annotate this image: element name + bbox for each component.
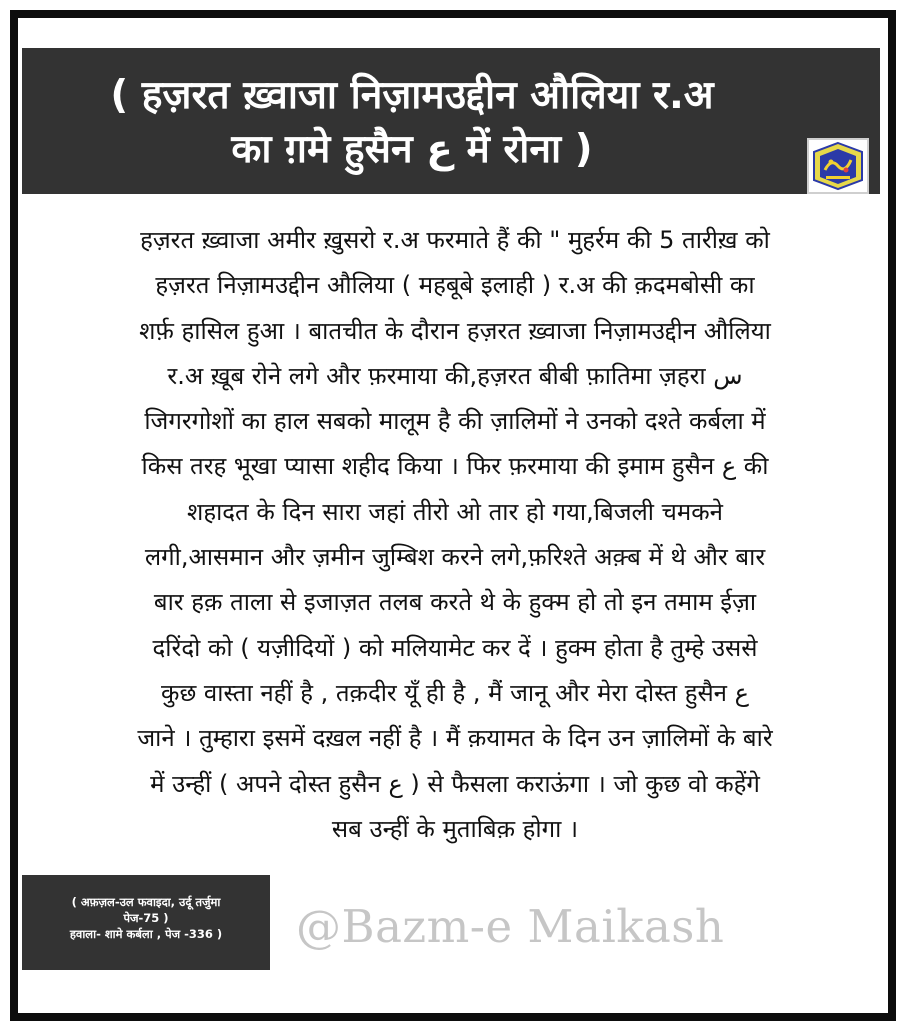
emblem-icon [807, 138, 869, 194]
reference-line-1: ( अफ़ज़ल-उल फवाइदा, उर्दू तर्जुमा [71, 895, 221, 909]
text-line: जाने । तुम्हारा इसमें दख़ल नहीं है । मैं क़यामत के दिन उन ज़ालिमों के बारे [137, 724, 773, 753]
reference-line-2: पेज-75 ) [123, 911, 169, 925]
text-line: सब उन्हीं के मुताबिक़ होगा । [331, 814, 579, 843]
text-line: शर्फ़ हासिल हुआ । बातचीत के दौरान हज़रत ख़्वाजा निज़ामउद्दीन औलिया [139, 316, 771, 345]
title-banner [22, 48, 880, 194]
text-line: जिगरगोशों का हाल सबको मालूम है की ज़ालिमों ने उनको दश्ते कर्बला में [144, 407, 766, 436]
text-line: कुछ वास्ता नहीं है , तक़दीर यूँ ही है , मैं जानू और मेरा दोस्त हुसैन ع [161, 678, 749, 707]
text-line: हज़रत ख़्वाजा अमीर ख़ुसरो र.अ फरमाते हैं की " मुहर्रम की 5 तारीख़ को [140, 226, 770, 254]
text-line: बार हक़ ताला से इजाज़त तलब करते थे के हुक्म हो तो इन तमाम ईज़ा [153, 588, 757, 617]
text-line: किस तरह भूखा प्यासा शहीद किया । फिर फ़रमाया की इमाम हुसैन ع की [141, 452, 769, 481]
text-line: में उन्हीं ( अपने दोस्त हुसैन ع ) से फैसला कराऊंगा । जो कुछ वो कहेंगे [150, 769, 760, 798]
text-line: र.अ ख़ूब रोने लगे और फ़रमाया की,हज़रत बीबी फ़ातिमा ज़हरा س [167, 361, 743, 390]
page-title-line-2: का ग़मे हुसैन ع में रोना ) [231, 127, 593, 172]
page-title-line-1: ( हज़रत ख़्वाजा निज़ामउद्दीन औलिया र.अ [110, 73, 714, 118]
text-line: शहादत के दिन सारा जहां तीरो ओ तार हो गया,बिजली चमकने [187, 497, 723, 526]
reference-line-3: हवाला- शामे कर्बला , पेज -336 ) [69, 927, 223, 941]
text-line: हज़रत निज़ामउद्दीन औलिया ( महबूबे इलाही ) र.अ की क़दमबोसी का [155, 271, 755, 300]
text-line: लगी,आसमान और ज़मीन जुम्बिश करने लगे,फ़रिश्ते अक़्ब में थे और बार [144, 543, 766, 572]
text-line: दरिंदो को ( यज़ीदियों ) को मलियामेट कर दें । हुक्म होता है तुम्हे उससे [152, 633, 758, 662]
watermark: @Bazm-e Maikash [296, 900, 725, 953]
narration-text [55, 218, 855, 852]
reference-box [22, 875, 270, 970]
